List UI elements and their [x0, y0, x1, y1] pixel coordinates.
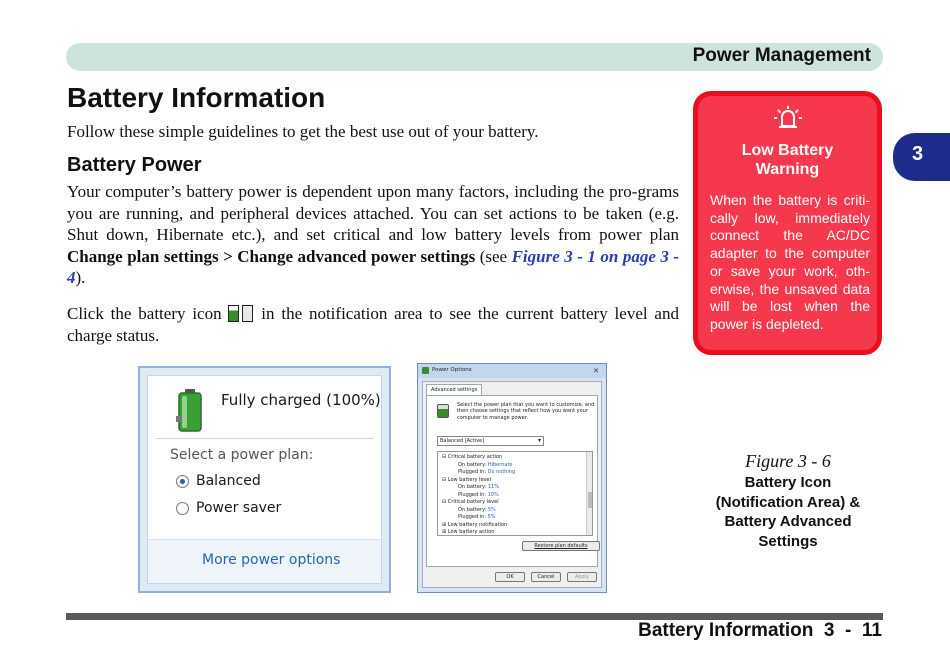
collapse-icon[interactable]: ⊟ [442, 499, 448, 505]
divider [156, 438, 373, 439]
settings-tree-label: Critical battery action [447, 454, 503, 460]
settings-tree-row[interactable] [458, 507, 496, 513]
radio-selected-icon[interactable] [176, 475, 189, 488]
warning-text: When the battery is criti-cally low, immediately connect the AC/DC adapter to the computer or save your work, oth-erwise, the unsaved data will be lost when the power is depleted. [710, 192, 870, 332]
header-section-title: Power Management [692, 45, 871, 66]
settings-tree-row[interactable] [458, 484, 499, 490]
intro-paragraph: Follow these simple guidelines to get the best use out of your battery. [67, 122, 539, 141]
para1-text-mid: (see [475, 246, 512, 266]
collapse-icon[interactable]: ⊟ [442, 476, 448, 483]
collapse-icon[interactable]: ⊟ [442, 454, 448, 460]
settings-tree-row[interactable] [442, 529, 494, 535]
settings-tree-value[interactable]: 11% [487, 484, 499, 490]
settings-panel [426, 395, 598, 567]
plan-description: Select the power plan that you want to customize, and then choose settings that reflect how you want your computer to manage power. [457, 402, 595, 421]
settings-tree-row[interactable] [442, 454, 502, 460]
settings-tree-label: Low battery notification [447, 521, 508, 528]
flyout-footer [148, 539, 381, 583]
figure-caption [696, 451, 880, 551]
warning-title: Low Battery Warning [741, 142, 834, 178]
power-plan-dropdown[interactable]: Balanced [Active] ▾ [437, 436, 544, 446]
close-icon[interactable]: ✕ [593, 367, 599, 375]
settings-tree-label: Critical battery level [447, 499, 499, 505]
window-title: Power Options [432, 367, 472, 373]
power-options-window-screenshot [417, 363, 607, 593]
settings-tree-value[interactable]: 5% [487, 506, 496, 513]
settings-tree-label: On battery: [458, 484, 488, 490]
settings-tree-label: On battery: [458, 461, 488, 468]
footer-page-label: Battery Information 3 - 11 [638, 620, 882, 641]
restore-plan-defaults-button[interactable]: Restore plan defaults [522, 541, 600, 551]
settings-tree-label: Low battery level [447, 476, 491, 483]
settings-tree-row[interactable] [458, 469, 515, 475]
tree-scrollbar[interactable] [586, 452, 592, 536]
option-label: Balanced [196, 473, 261, 489]
alarm-bell-icon [772, 104, 804, 132]
battery-flyout-screenshot [138, 366, 391, 593]
ok-button[interactable]: OK [495, 572, 525, 582]
chapter-number: 3 [912, 143, 924, 165]
settings-tree[interactable] [437, 451, 593, 536]
chapter-tab[interactable] [893, 133, 950, 181]
settings-tree-row[interactable] [442, 477, 491, 483]
expand-icon[interactable]: ⊞ [442, 529, 448, 535]
battery-full-icon [176, 388, 204, 434]
para1-text-end: ). [75, 268, 86, 287]
figure-number: Figure 3 - 6 [745, 451, 831, 471]
power-plan-option-balanced[interactable] [176, 473, 261, 489]
settings-tree-value[interactable]: Do nothing [487, 469, 516, 475]
settings-tree-label: Plugged in: [458, 491, 488, 498]
settings-tree-value[interactable]: 5% [487, 514, 496, 520]
settings-tree-row[interactable] [442, 499, 499, 505]
option-label: Power saver [196, 500, 282, 516]
select-power-plan-label: Select a power plan: [170, 447, 314, 463]
settings-tree-label: Low battery action [447, 529, 495, 535]
window-titlebar [418, 364, 606, 378]
para2-text-start: Click the battery icon [67, 304, 229, 323]
more-power-options-link[interactable]: More power options [202, 552, 341, 568]
settings-tree-value[interactable]: Hibernate [487, 461, 513, 468]
tab-advanced-settings[interactable]: Advanced settings [426, 384, 482, 395]
power-options-app-icon [422, 367, 429, 374]
settings-tree-value[interactable]: 10% [487, 491, 499, 498]
expand-icon[interactable]: ⊞ [442, 521, 448, 528]
power-settings-path: Change plan settings > Change advanced power settings [67, 246, 476, 266]
settings-tree-row[interactable] [458, 492, 499, 498]
footer-rule [66, 613, 883, 620]
page-title: Battery Information [67, 82, 326, 113]
power-plan-icon [437, 404, 449, 418]
section-heading: Battery Power [67, 154, 202, 176]
settings-tree-label: Plugged in: [458, 469, 488, 475]
window-body [422, 381, 602, 588]
header-bar [66, 43, 883, 71]
charge-status: Fully charged (100%) [221, 391, 381, 409]
power-plan-option-power-saver[interactable] [176, 500, 281, 516]
settings-tree-label: On battery: [458, 506, 488, 513]
radio-unselected-icon[interactable] [176, 502, 189, 515]
settings-tree-label: Plugged in: [458, 514, 488, 520]
cancel-button[interactable]: Cancel [531, 572, 561, 582]
battery-icon-paragraph [67, 303, 679, 346]
battery-power-paragraph [67, 181, 679, 289]
settings-tree-row[interactable] [458, 462, 513, 468]
low-battery-warning-box [693, 91, 882, 355]
settings-tree-row[interactable] [458, 514, 496, 520]
figure-cross-reference-link[interactable]: Figure 3 - 1 on page 3 - 4 [67, 246, 680, 287]
battery-notification-icon [228, 305, 254, 322]
para2-text-end: in the notification area to see the current battery level and charge status. [67, 304, 679, 345]
settings-tree-row[interactable] [442, 522, 507, 528]
figure-description: Battery Icon (Notification Area) & Battery Advanced Settings [715, 474, 861, 550]
apply-button[interactable]: Apply [567, 572, 597, 582]
para1-text-start: Your computer’s battery power is dependent upon many factors, including the pro-grams you are running, and peripheral devices attached. You can set actions to be taken (e.g. Shut down, Hibernate etc.), and set critical and low battery levels from power plan [67, 182, 679, 244]
